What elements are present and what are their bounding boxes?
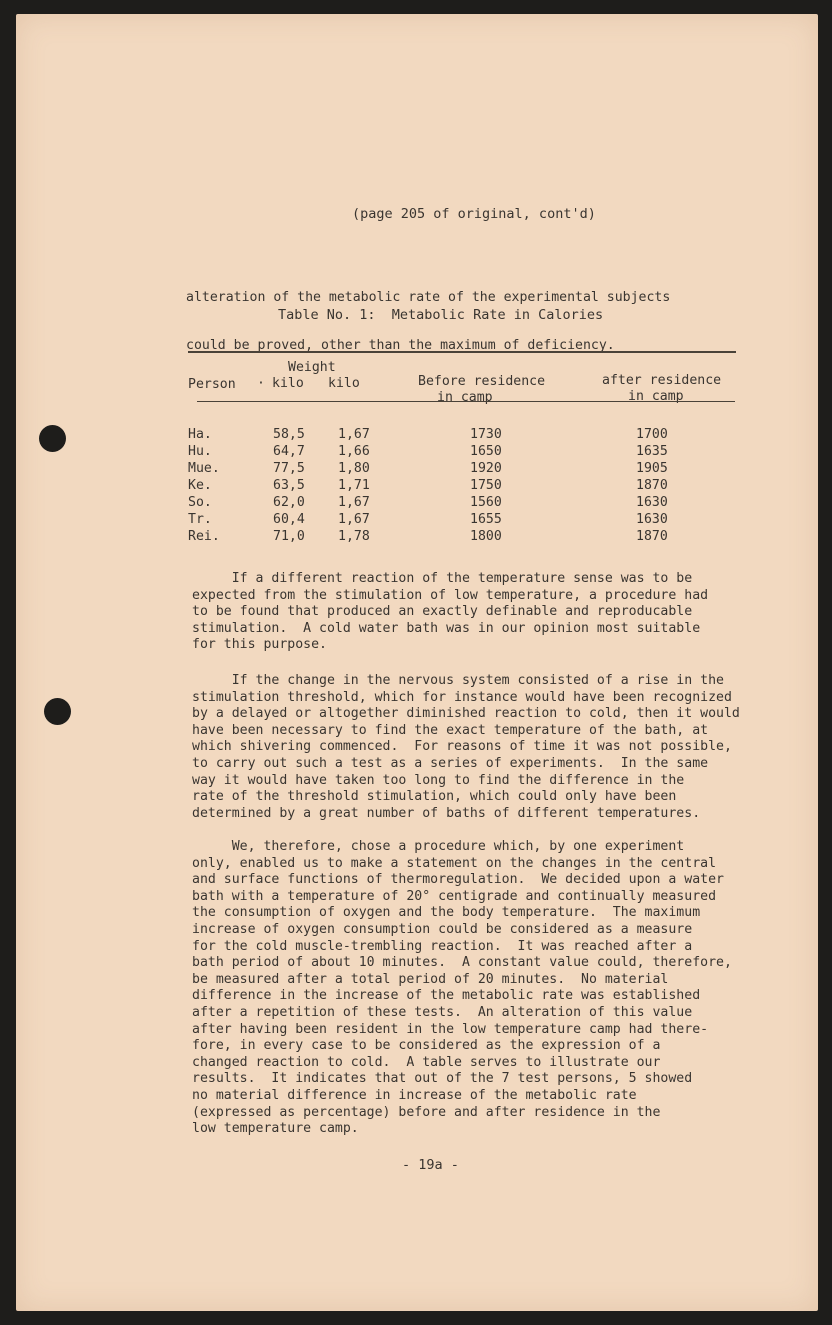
table-row [0, 529, 832, 546]
cell-after: 1905 [636, 461, 668, 476]
cell-weight: 77,5 [273, 461, 305, 476]
cell-weight: 71,0 [273, 529, 305, 544]
intro-line: alteration of the metabolic rate of the experimental subjects [186, 290, 671, 305]
header-before-in-camp: in camp [437, 390, 493, 405]
cell-before: 1800 [470, 529, 502, 544]
header-before-residence: Before residence [418, 374, 546, 389]
cell-after: 1635 [636, 444, 668, 459]
cell-height: 1,80 [338, 461, 370, 476]
cell-weight: 62,0 [273, 495, 305, 510]
table-row [0, 427, 832, 444]
paragraph-cold-water-bath: If a different reaction of the temperature sense was to be expected from the stimulation of low temperature, a procedure had to be found that produced an exactly definable and reproducable stimulation. A cold water bath was in our opinion most suitable for this purpose. [192, 571, 709, 653]
cell-height: 1,66 [338, 444, 370, 459]
cell-after: 1870 [636, 529, 668, 544]
table-row [0, 512, 832, 529]
cell-person: Ke. [188, 478, 212, 493]
cell-person: Hu. [188, 444, 212, 459]
punch-hole [44, 698, 71, 725]
cell-after: 1870 [636, 478, 668, 493]
table-row [0, 478, 832, 495]
cell-before: 1730 [470, 427, 502, 442]
table-row [0, 444, 832, 461]
cell-weight: 64,7 [273, 444, 305, 459]
cell-height: 1,67 [338, 512, 370, 527]
cell-height: 1,67 [338, 427, 370, 442]
header-dot: · [257, 376, 265, 391]
paragraph-stimulation-threshold: If the change in the nervous system consisted of a rise in the stimulation threshold, which for instance would have been recognized by a delayed or altogether diminished reaction to cold, then it would have been necessary to find the exact temperature of the bath, at which shivering commenced. For reasons of time it was not possible, to carry out such a test as a series of experiments. In the same way it would have taken too long to find the difference in the rate of the threshold stimulation, which could only have been determined by a great number of baths of different temperatures. [192, 673, 740, 821]
table-caption: Table No. 1: Metabolic Rate in Calories [278, 307, 604, 323]
cell-person: Ha. [188, 427, 212, 442]
header-kilo: kilo [272, 376, 304, 391]
intro-line: could be proved, other than the maximum of deficiency. [186, 338, 615, 353]
cell-before: 1750 [470, 478, 502, 493]
header-kilo: kilo [328, 376, 360, 391]
cell-before: 1655 [470, 512, 502, 527]
cell-height: 1,78 [338, 529, 370, 544]
cell-before: 1560 [470, 495, 502, 510]
table-top-rule [188, 351, 736, 353]
cell-after: 1700 [636, 427, 668, 442]
cell-before: 1920 [470, 461, 502, 476]
cell-person: Tr. [188, 512, 212, 527]
table-header-rule [197, 401, 735, 402]
header-person: Person [188, 377, 236, 392]
header-after-residence: after residence [602, 373, 722, 388]
cell-person: Mue. [188, 461, 220, 476]
cell-before: 1650 [470, 444, 502, 459]
cell-weight: 60,4 [273, 512, 305, 527]
cell-weight: 58,5 [273, 427, 305, 442]
page-number: - 19a - [402, 1157, 459, 1173]
table-row [0, 461, 832, 478]
cell-person: Rei. [188, 529, 220, 544]
cell-after: 1630 [636, 495, 668, 510]
cell-height: 1,71 [338, 478, 370, 493]
cell-weight: 63,5 [273, 478, 305, 493]
header-after-in-camp: in camp [628, 389, 684, 404]
cell-height: 1,67 [338, 495, 370, 510]
table-row [0, 495, 832, 512]
page-header: (page 205 of original, cont'd) [352, 206, 596, 222]
cell-person: So. [188, 495, 212, 510]
header-weight: Weight [288, 360, 336, 375]
paragraph-procedure: We, therefore, chose a procedure which, by one experiment only, enabled us to make a statement on the changes in the central and surface functions of thermoregulation. We decided upon a water bath with a temperature of 20° centigrade and continually measured the consumption of oxygen and the body temperature. The maximum increase of oxygen consumption could be considered as a measure for the cold muscle-trembling reaction. It was reached after a bath period of about 10 minutes. A constant value could, therefore, be measured after a total period of 20 minutes. No material difference in the increase of the metabolic rate was established after a repetition of these tests. An alteration of this value after having been resident in the low temperature camp had there- fore, in every case to be considered as the expression of a changed reaction to cold. A table serves to illustrate our results. It indicates that out of the 7 test persons, 5 showed no material difference in increase of the metabolic rate (expressed as percentage) before and after residence in the low temperature camp. [192, 839, 732, 1137]
cell-after: 1630 [636, 512, 668, 527]
